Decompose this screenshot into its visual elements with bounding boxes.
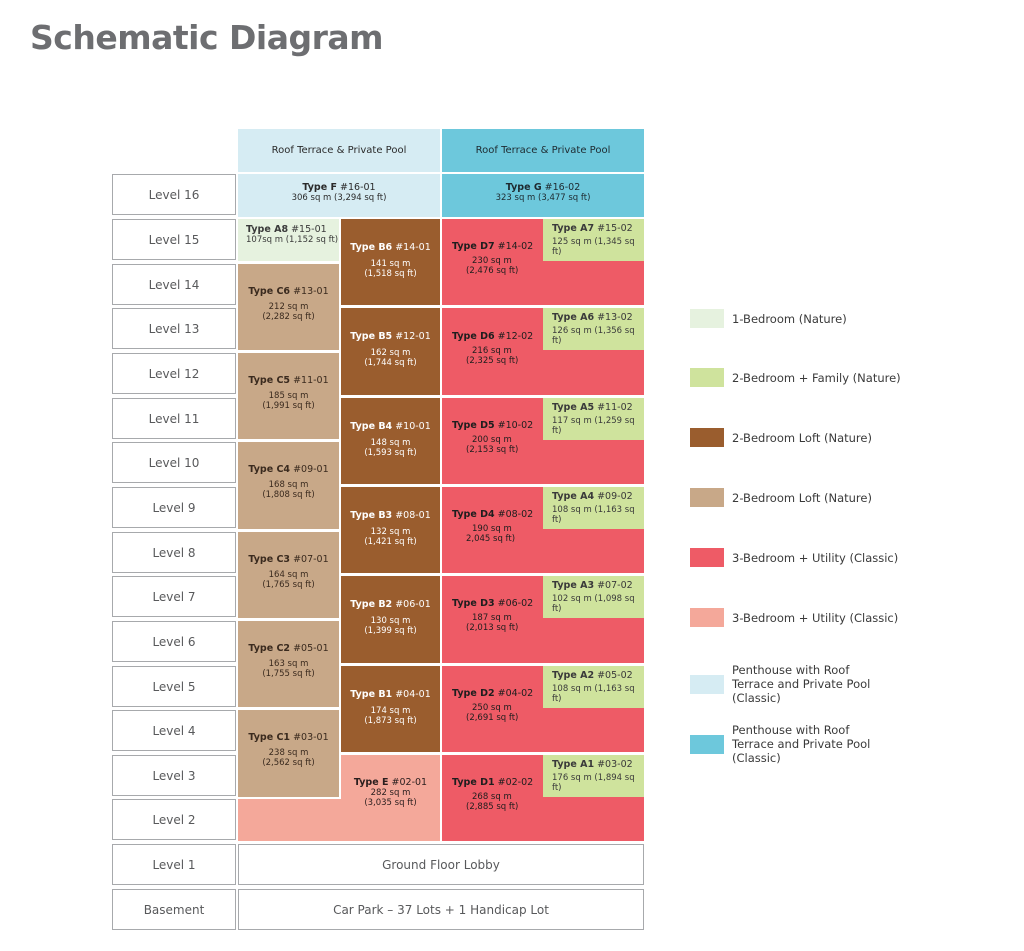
unit-type-e <box>341 755 440 841</box>
unit-type-c3 <box>238 532 339 618</box>
unit-number: #06-01 <box>395 599 431 610</box>
legend-swatch <box>690 735 724 754</box>
unit-sqm: 162 sq m <box>370 348 411 358</box>
unit-sqm: 212 sq m <box>268 302 309 312</box>
legend-label: 2-Bedroom Loft (Nature) <box>732 430 872 445</box>
unit-type-d3 <box>452 598 552 633</box>
unit-type-b3 <box>341 487 440 573</box>
unit-area: 117 sq m (1,259 sq ft) <box>552 416 635 436</box>
unit-type-name: Type E <box>353 777 389 788</box>
unit-type-b5 <box>341 308 440 395</box>
unit-number: #07-01 <box>293 554 329 565</box>
unit-type-name: Type D6 <box>452 331 495 342</box>
unit-type-a4 <box>543 487 644 529</box>
legend-item <box>690 663 892 705</box>
legend-swatch <box>690 608 724 627</box>
legend-item <box>690 723 892 765</box>
unit-number: #03-01 <box>293 732 329 743</box>
unit-number: #08-01 <box>395 510 431 521</box>
legend-item <box>690 488 872 507</box>
unit-sqm: 187 sq m <box>472 613 512 623</box>
unit-area: 108 sq m (1,163 sq ft) <box>552 505 635 525</box>
unit-sqm: 141 sq m <box>370 259 411 269</box>
unit-sqft: (2,013 sq ft) <box>466 623 519 633</box>
unit-sqft: (2,325 sq ft) <box>466 356 519 366</box>
unit-type-a3 <box>543 576 644 618</box>
unit-number: #13-01 <box>293 286 329 297</box>
unit-type-a2 <box>543 666 644 708</box>
car-park: Car Park – 37 Lots + 1 Handicap Lot <box>238 889 644 930</box>
unit-area: 107sq m (1,152 sq ft) <box>246 235 339 245</box>
legend-label: 1-Bedroom (Nature) <box>732 311 847 326</box>
unit-sqft: (1,744 sq ft) <box>364 358 417 368</box>
unit-sqm: 216 sq m <box>472 346 512 356</box>
unit-number: #15-01 <box>291 224 327 235</box>
legend-item <box>690 608 898 627</box>
unit-sqm: 164 sq m <box>268 570 309 580</box>
unit-number: #09-01 <box>293 464 329 475</box>
unit-sqm: 306 sq m <box>291 193 332 203</box>
unit-number: #15-02 <box>597 223 633 234</box>
roof-terrace-left: Roof Terrace & Private Pool <box>238 129 440 172</box>
legend-swatch <box>690 309 724 328</box>
ground-floor-lobby: Ground Floor Lobby <box>238 844 644 885</box>
unit-type-c1 <box>238 710 339 797</box>
level-label: Basement <box>112 889 236 930</box>
level-label: Level 12 <box>112 353 236 394</box>
level-label: Level 1 <box>112 844 236 885</box>
unit-type-name: Type B2 <box>350 599 393 610</box>
legend-item <box>690 309 847 328</box>
unit-type-name: Type F <box>302 182 337 193</box>
unit-type-a6 <box>543 308 644 350</box>
legend-label: 2-Bedroom + Family (Nature) <box>732 370 901 385</box>
legend-swatch <box>690 428 724 447</box>
unit-area: 126 sq m (1,356 sq ft) <box>552 326 635 346</box>
unit-sqm: 132 sq m <box>370 527 411 537</box>
level-label: Level 16 <box>112 174 236 215</box>
level-label: Level 9 <box>112 487 236 528</box>
unit-number: #10-02 <box>497 420 534 431</box>
level-label: Level 10 <box>112 442 236 483</box>
unit-sqft: (2,153 sq ft) <box>466 445 519 455</box>
unit-type-name: Type D3 <box>452 598 495 609</box>
unit-type-d4 <box>452 509 552 544</box>
unit-type-d7 <box>452 241 552 276</box>
level-label: Level 7 <box>112 576 236 617</box>
unit-sqm: 130 sq m <box>370 616 411 626</box>
unit-number: #05-01 <box>293 643 329 654</box>
unit-sqm: 268 sq m <box>472 792 512 802</box>
legend-swatch <box>690 675 724 694</box>
unit-type-b1 <box>341 666 440 752</box>
level-label: Level 3 <box>112 755 236 796</box>
unit-type-name: Type C5 <box>248 375 291 386</box>
level-label: Level 6 <box>112 621 236 662</box>
unit-type-name: Type D2 <box>452 688 495 699</box>
unit-sqm: 238 sq m <box>268 748 309 758</box>
legend-label: Penthouse with Roof Terrace and Private Pool (Classic) <box>732 723 871 765</box>
unit-sqft: (1,518 sq ft) <box>364 269 417 279</box>
unit-sqft: (2,476 sq ft) <box>466 266 519 276</box>
unit-number: #16-01 <box>340 182 376 193</box>
level-label: Level 8 <box>112 532 236 573</box>
unit-number: #02-02 <box>497 777 534 788</box>
unit-sqft: (1,755 sq ft) <box>262 669 315 679</box>
unit-sqm: 230 sq m <box>472 256 512 266</box>
unit-number: #14-02 <box>497 241 534 252</box>
unit-type-name: Type A3 <box>552 580 595 591</box>
unit-number: #02-01 <box>391 777 428 788</box>
unit-sqft: (3,035 sq ft) <box>364 798 417 808</box>
unit-sqft: (3,294 sq ft) <box>334 193 387 203</box>
unit-area: 102 sq m (1,098 sq ft) <box>552 594 635 614</box>
level-label: Level 15 <box>112 219 236 260</box>
unit-sqft: (1,765 sq ft) <box>262 580 315 590</box>
unit-type-c4 <box>238 442 339 529</box>
unit-type-name: Type A6 <box>552 312 595 323</box>
unit-type-a5 <box>543 398 644 440</box>
unit-sqm: 282 sq m <box>370 788 411 798</box>
unit-sqft: (1,399 sq ft) <box>364 626 417 636</box>
unit-type-name: Type A8 <box>246 224 289 235</box>
unit-type-b2 <box>341 576 440 663</box>
unit-sqm: 200 sq m <box>472 435 512 445</box>
unit-type-name: Type B5 <box>350 331 393 342</box>
unit-type-name: Type C6 <box>248 286 291 297</box>
unit-type-d6 <box>452 331 552 366</box>
unit-type-a8 <box>238 219 339 261</box>
unit-number: #11-02 <box>597 402 633 413</box>
unit-type-name: Type D5 <box>452 420 495 431</box>
unit-number: #13-02 <box>597 312 633 323</box>
unit-type-name: Type D4 <box>452 509 495 520</box>
unit-type-name: Type B1 <box>350 689 393 700</box>
unit-number: #08-02 <box>497 509 534 520</box>
level-label: Level 13 <box>112 308 236 349</box>
unit-area: 176 sq m (1,894 sq ft) <box>552 773 635 793</box>
unit-sqm: 323 sq m <box>495 193 536 203</box>
unit-type-name: Type A4 <box>552 491 595 502</box>
legend-item <box>690 428 872 447</box>
unit-sqft: (1,873 sq ft) <box>364 716 417 726</box>
unit-sqm: 190 sq m <box>472 524 512 534</box>
unit-sqft: (2,885 sq ft) <box>466 802 519 812</box>
legend-label: Penthouse with Roof Terrace and Private Pool (Classic) <box>732 663 871 705</box>
unit-number: #12-01 <box>395 331 431 342</box>
unit-type-d2 <box>452 688 552 723</box>
unit-sqm: 250 sq m <box>472 703 512 713</box>
unit-type-name: Type D1 <box>452 777 495 788</box>
unit-sqft: (3,477 sq ft) <box>538 193 591 203</box>
unit-sqm: 168 sq m <box>268 480 309 490</box>
unit-type-name: Type C2 <box>248 643 291 654</box>
unit-type-name: Type D7 <box>452 241 495 252</box>
unit-type-a1 <box>543 755 644 797</box>
unit-type-d1 <box>452 777 552 812</box>
unit-type-c6 <box>238 264 339 350</box>
unit-type-name: Type C3 <box>248 554 291 565</box>
unit-sqft: (2,691 sq ft) <box>466 713 519 723</box>
unit-type-name: Type A7 <box>552 223 595 234</box>
unit-sqm: 163 sq m <box>268 659 309 669</box>
unit-number: #12-02 <box>497 331 534 342</box>
unit-type-name: Type B6 <box>350 242 393 253</box>
unit-sqm: 148 sq m <box>370 438 411 448</box>
legend-item <box>690 368 901 387</box>
unit-sqft: (1,991 sq ft) <box>262 401 315 411</box>
unit-sqm: 185 sq m <box>268 391 309 401</box>
unit-number: #06-02 <box>497 598 534 609</box>
unit-type-c5 <box>238 353 339 439</box>
unit-type-name: Type B4 <box>350 421 393 432</box>
unit-number: #04-01 <box>395 689 431 700</box>
unit-area: 125 sq m (1,345 sq ft) <box>552 237 635 257</box>
unit-type-name: Type C1 <box>248 732 291 743</box>
unit-sqft: (1,421 sq ft) <box>364 537 417 547</box>
unit-sqft: (2,562 sq ft) <box>262 758 315 768</box>
legend-label: 2-Bedroom Loft (Nature) <box>732 490 872 505</box>
unit-number: #10-01 <box>395 421 431 432</box>
unit-type-name: Type C4 <box>248 464 291 475</box>
unit-sqft: 2,045 sq ft) <box>466 534 516 544</box>
unit-type-b4 <box>341 398 440 484</box>
unit-number: #11-01 <box>293 375 329 386</box>
unit-sqm: 174 sq m <box>370 706 411 716</box>
unit-number: #03-02 <box>597 759 633 770</box>
unit-type-b6 <box>341 219 440 305</box>
unit-sqft: (1,808 sq ft) <box>262 490 315 500</box>
level-label: Level 11 <box>112 398 236 439</box>
unit-type-name: Type A5 <box>552 402 595 413</box>
unit-number: #14-01 <box>395 242 431 253</box>
legend-label: 3-Bedroom + Utility (Classic) <box>732 610 899 625</box>
unit-number: #16-02 <box>544 182 581 193</box>
unit-type-name: Type G <box>505 182 542 193</box>
level-label: Level 5 <box>112 666 236 707</box>
unit-number: #04-02 <box>497 688 534 699</box>
unit-sqft: (1,593 sq ft) <box>364 448 417 458</box>
unit-type-f <box>238 174 440 217</box>
legend-label: 3-Bedroom + Utility (Classic) <box>732 550 899 565</box>
unit-type-c2 <box>238 621 339 707</box>
unit-sqft: (2,282 sq ft) <box>262 312 315 322</box>
level-label: Level 4 <box>112 710 236 751</box>
legend-swatch <box>690 488 724 507</box>
unit-type-name: Type A1 <box>552 759 595 770</box>
unit-number: #05-02 <box>597 670 633 681</box>
level-label: Level 14 <box>112 264 236 305</box>
unit-type-name: Type A2 <box>552 670 595 681</box>
unit-type-name: Type B3 <box>350 510 393 521</box>
unit-number: #07-02 <box>597 580 633 591</box>
legend-swatch <box>690 368 724 387</box>
level-label: Level 2 <box>112 799 236 840</box>
unit-type-d5 <box>452 420 552 455</box>
legend-item <box>690 548 898 567</box>
unit-type-a7 <box>543 219 644 261</box>
unit-type-g <box>442 174 644 217</box>
page-title: Schematic Diagram <box>30 18 384 57</box>
roof-terrace-right: Roof Terrace & Private Pool <box>442 129 644 172</box>
legend-swatch <box>690 548 724 567</box>
unit-area: 108 sq m (1,163 sq ft) <box>552 684 635 704</box>
unit-number: #09-02 <box>597 491 633 502</box>
